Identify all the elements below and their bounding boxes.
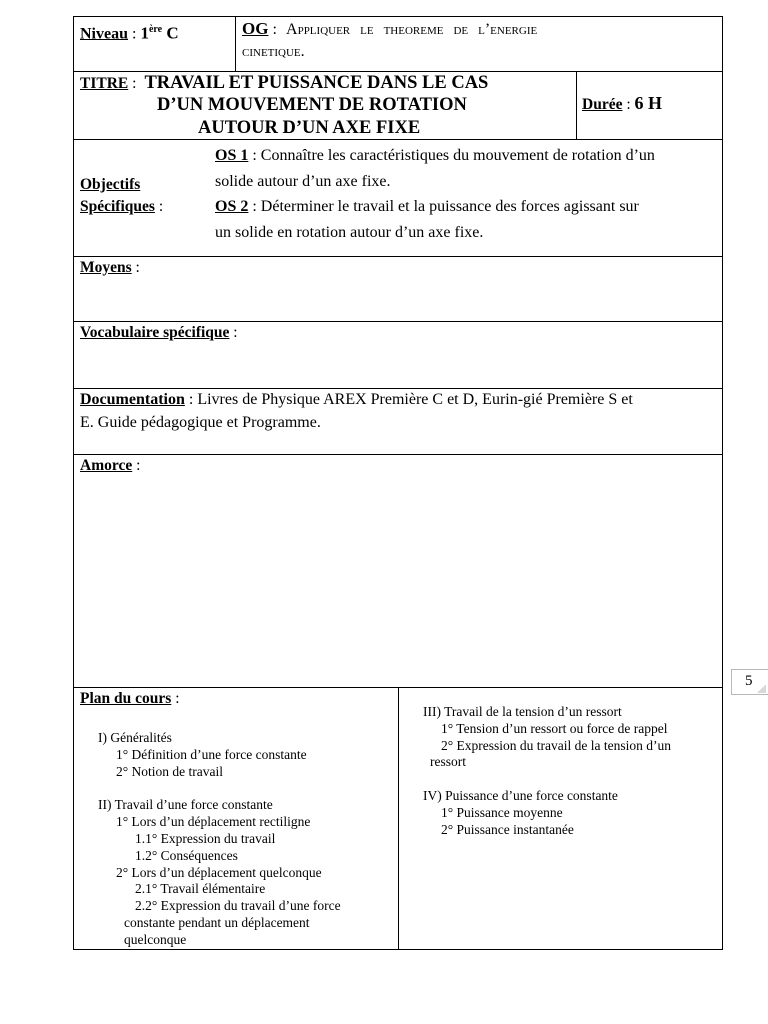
plan-label: Plan du cours	[80, 690, 172, 707]
objectifs-label-line1: Objectifs	[80, 176, 141, 193]
plan-item: 1.2° Conséquences	[135, 847, 238, 863]
moyens-label: Moyens	[80, 259, 132, 276]
niveau-suffix: C	[162, 23, 179, 43]
os2-label: OS 2	[215, 198, 249, 215]
plan-item: 1° Définition d’une force constante	[116, 746, 307, 762]
moyens-field	[80, 257, 140, 279]
og-field	[242, 18, 716, 63]
duree-separator: :	[622, 96, 635, 113]
plan-item: 1° Tension d’un ressort ou force de rappel	[441, 720, 668, 736]
og-text-line1: : Appliquer le theoreme de l’energie	[272, 21, 538, 38]
title-line2: D’UN MOUVEMENT DE ROTATION	[157, 95, 467, 115]
plan-field	[80, 688, 180, 710]
title-field	[80, 72, 574, 140]
vocabulaire-field	[80, 322, 238, 344]
os2-text-line1: : Déterminer le travail et la puissance des forces agissant sur	[248, 198, 639, 215]
row-divider	[73, 256, 723, 257]
page-number: 5	[745, 673, 753, 689]
title-line3: AUTOUR D’UN AXE FIXE	[198, 118, 421, 138]
column-divider	[235, 16, 236, 72]
plan-item: 2° Notion de travail	[116, 763, 223, 779]
title-separator: :	[128, 75, 137, 92]
plan-item: 2.1° Travail élémentaire	[135, 881, 266, 897]
os1-text-line2: solide autour d’un axe fixe.	[215, 172, 391, 190]
page-curl-icon	[756, 685, 766, 693]
plan-item: II) Travail d’une force constante	[98, 797, 273, 813]
plan-item: III) Travail de la tension d’un ressort	[423, 704, 622, 719]
niveau-value: 1	[140, 23, 149, 43]
niveau-field	[80, 18, 179, 46]
plan-separator: :	[171, 690, 180, 707]
plan-item: 2° Puissance instantanée	[441, 821, 574, 837]
plan-item: ressort	[430, 754, 466, 770]
plan-item: 2.2° Expression du travail d’une force	[135, 898, 341, 914]
vocabulaire-label: Vocabulaire spécifique	[80, 324, 230, 341]
amorce-label: Amorce	[80, 457, 133, 474]
plan-item: quelconque	[124, 931, 187, 947]
documentation-line2: E. Guide pédagogique et Programme.	[80, 414, 321, 431]
plan-item: 1° Lors d’un déplacement rectiligne	[116, 814, 311, 830]
row-divider	[73, 454, 723, 455]
title-label: TITRE	[80, 75, 129, 92]
plan-item: IV) Puissance d’une force constante	[423, 788, 618, 804]
objectifs-label-line2: Spécifiques	[80, 198, 155, 215]
duree-label: Durée	[582, 96, 623, 113]
objectifs-content	[215, 143, 720, 245]
plan-item: constante pendant un déplacement	[124, 914, 310, 930]
amorce-field	[80, 455, 140, 477]
page-number-tab[interactable]	[731, 669, 768, 695]
moyens-separator: :	[131, 259, 140, 276]
documentation-field	[80, 388, 720, 434]
documentation-line1: : Livres de Physique AREX Première C et D, Eurin-gié Première S et	[184, 391, 633, 408]
documentation-label: Documentation	[80, 391, 185, 408]
plan-right-list	[423, 704, 671, 839]
objectifs-label-separator: :	[154, 198, 164, 215]
objectifs-label	[80, 174, 163, 218]
plan-left-list	[98, 730, 341, 949]
column-divider	[398, 687, 399, 950]
column-divider	[576, 71, 577, 140]
duree-field	[582, 93, 662, 114]
plan-item: 2° Lors d’un déplacement quelconque	[116, 864, 322, 880]
plan-item: 1.1° Expression du travail	[135, 830, 276, 846]
plan-item: 1° Puissance moyenne	[441, 804, 563, 820]
plan-item: I) Généralités	[98, 730, 172, 745]
title-line1: TRAVAIL ET PUISSANCE DANS LE CAS	[144, 73, 489, 93]
os2-text-line2: un solide en rotation autour d’un axe fixe.	[215, 223, 484, 241]
niveau-label: Niveau	[80, 25, 128, 43]
os1-text-line1: : Connaître les caractéristiques du mouvement de rotation d’un	[248, 147, 655, 164]
og-text-line2: cinetique.	[242, 43, 305, 60]
os1-label: OS 1	[215, 147, 249, 164]
og-label: OG	[242, 19, 269, 38]
duree-value: 6 H	[634, 93, 663, 113]
niveau-separator: :	[128, 25, 141, 43]
vocabulaire-separator: :	[229, 324, 238, 341]
niveau-superscript: ère	[148, 24, 163, 35]
plan-item: 2° Expression du travail de la tension d’un	[441, 737, 671, 753]
amorce-separator: :	[132, 457, 141, 474]
